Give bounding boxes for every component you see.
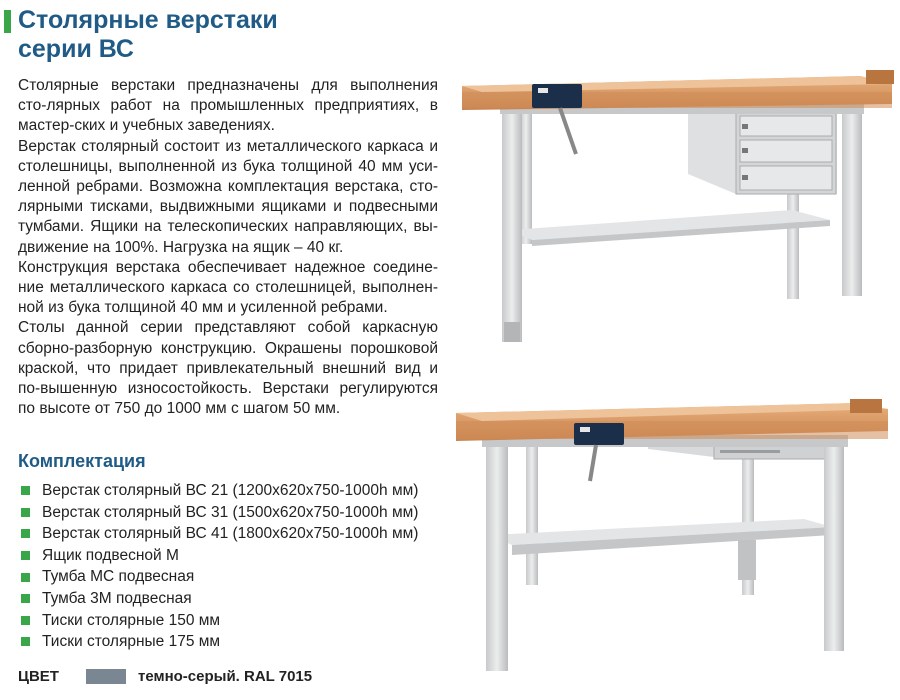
list-item-text: Верстак столярный ВС 21 (1200х620х750-1000h мм)	[42, 482, 419, 499]
description-paragraph: Верстак столярный состоит из металлического каркаса и столешницы, выполненной из бука толщиной 40 мм уси-ленной ребрами. Возможна комплектация верстака, сто-лярными тисками, выдвижными ящиками и подвесными тумбами. Ящики на телескопических направляющих, вы-движение на 100%. Нагрузка на ящик – 40 кг.	[18, 137, 438, 256]
page-title-line-2: серии ВС	[18, 35, 134, 63]
list-item	[18, 523, 418, 545]
list-item	[18, 631, 418, 653]
workbench-with-drawer-image	[452, 395, 900, 695]
bullet-square-icon	[21, 508, 30, 517]
bullet-square-icon	[21, 616, 30, 625]
color-swatch	[86, 669, 126, 684]
list-item-text: Верстак столярный ВС 31 (1500х620х750-1000h мм)	[42, 503, 419, 521]
title-accent-bar	[4, 10, 11, 33]
workbench-with-cabinet-image	[452, 62, 900, 362]
list-item-text: Тумба МС подвесная	[42, 568, 195, 586]
bullet-square-icon	[21, 529, 30, 538]
list-item	[18, 588, 418, 610]
list-item	[18, 502, 418, 524]
description	[18, 76, 438, 419]
list-item-text: Тиски столярные 175 мм	[42, 633, 221, 651]
bullet-square-icon	[21, 573, 30, 582]
color-label: ЦВЕТ	[18, 668, 59, 685]
list-item-text: Верстак столярный ВС 41 (1800х620х750-1000h мм)	[42, 525, 419, 543]
kit-title: Комплектация	[18, 451, 146, 471]
kit-list	[18, 480, 418, 653]
list-item	[18, 566, 418, 588]
page-title-line-1: Столярные верстаки	[18, 6, 278, 34]
page-title	[18, 6, 308, 64]
bullet-square-icon	[21, 486, 30, 495]
bullet-square-icon	[21, 637, 30, 646]
description-paragraph: Столярные верстаки предназначены для выполнения сто-лярных работ на промышленных предприятиях, в мастер-ских и учебных заведениях.	[18, 77, 438, 135]
list-item-text: Ящик подвесной М	[42, 546, 179, 564]
list-item-text: Тиски столярные 150 мм	[42, 611, 221, 629]
bullet-square-icon	[21, 594, 30, 603]
bullet-square-icon	[21, 551, 30, 560]
description-paragraph: Столы данной серии представляют собой каркасную сборно-разборную конструкцию. Окрашены порошковой краской, что придает привлекательный внешний вид и по-вышенную износостойкость. Верстаки регулируются по высоте от 750 до 1000 мм с шагом 50 мм.	[18, 319, 438, 418]
list-item	[18, 610, 418, 632]
list-item-text: Тумба 3М подвесная	[42, 589, 192, 607]
list-item	[18, 480, 418, 502]
description-paragraph: Конструкция верстака обеспечивает надежное соедине-ние металлического каркаса со столешницей, выполнен-ной из бука толщиной 40 мм и усиленной ребрами.	[18, 258, 438, 317]
color-spec	[18, 668, 312, 685]
list-item	[18, 545, 418, 567]
color-value: темно-серый. RAL 7015	[138, 668, 313, 685]
